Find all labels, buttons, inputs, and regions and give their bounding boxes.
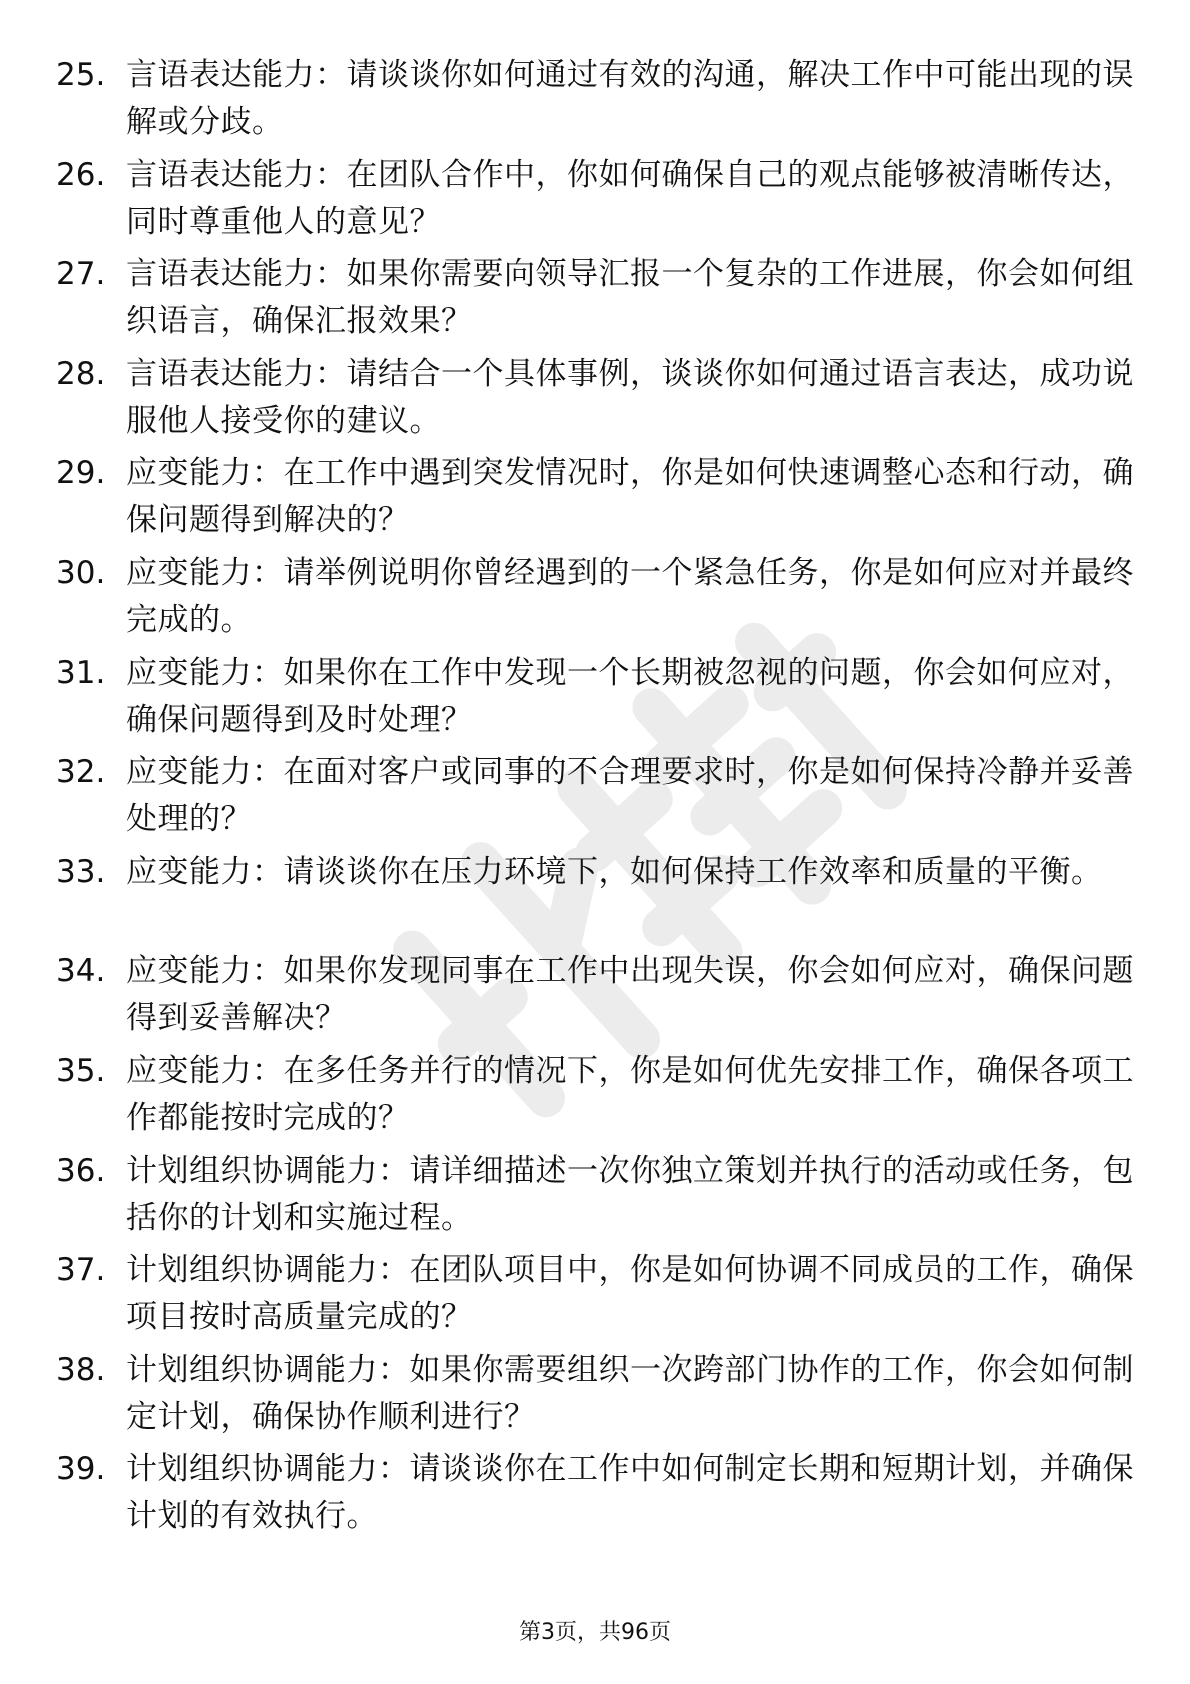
question-item xyxy=(56,550,1136,650)
question-number: 35. xyxy=(56,1052,106,1089)
question-text: 计划组织协调能力：在团队项目中，你是如何协调不同成员的工作，确保项目按时高质量完成的？ xyxy=(126,1252,1134,1336)
question-item xyxy=(56,351,1136,451)
question-number: 29. xyxy=(56,455,106,492)
question-text: 言语表达能力：请结合一个具体事例，谈谈你如何通过语言表达，成功说服他人接受你的建议。 xyxy=(126,355,1134,439)
question-number: 38. xyxy=(56,1351,106,1388)
question-number: 26. xyxy=(56,156,106,193)
question-item xyxy=(56,152,1136,252)
question-item xyxy=(56,450,1136,550)
question-number: 37. xyxy=(56,1252,106,1289)
question-number: 27. xyxy=(56,256,106,293)
question-number: 33. xyxy=(56,853,106,890)
question-item xyxy=(56,52,1136,152)
question-number: 30. xyxy=(56,554,106,591)
question-text: 计划组织协调能力：如果你需要组织一次跨部门协作的工作，你会如何制定计划，确保协作顺利进行？ xyxy=(126,1351,1134,1435)
question-number: 31. xyxy=(56,654,106,691)
question-number: 32. xyxy=(56,754,106,791)
question-number: 39. xyxy=(56,1451,106,1488)
question-number: 25. xyxy=(56,57,106,93)
question-text: 应变能力：如果你在工作中发现一个长期被忽视的问题，你会如何应对，确保问题得到及时处理？ xyxy=(126,654,1134,738)
question-text: 应变能力：请举例说明你曾经遇到的一个紧急任务，你是如何应对并最终完成的。 xyxy=(126,554,1134,638)
question-text: 应变能力：在工作中遇到突发情况时，你是如何快速调整心态和行动，确保问题得到解决的？ xyxy=(126,455,1134,539)
question-text: 言语表达能力：如果你需要向领导汇报一个复杂的工作进展，你会如何组织语言，确保汇报效果？ xyxy=(126,256,1134,340)
question-number: 36. xyxy=(56,1152,106,1189)
question-item xyxy=(56,948,1136,1048)
page-number-footer: 第3页，共96页 xyxy=(519,1620,671,1645)
question-item xyxy=(56,749,1136,849)
question-item xyxy=(56,849,1136,949)
question-text: 应变能力：如果你发现同事在工作中出现失误，你会如何应对，确保问题得到妥善解决？ xyxy=(126,953,1134,1037)
question-list xyxy=(56,52,1136,1546)
question-item xyxy=(56,1148,1136,1248)
question-item xyxy=(56,1347,1136,1447)
question-text: 应变能力：在多任务并行的情况下，你是如何优先安排工作，确保各项工作都能按时完成的？ xyxy=(126,1052,1134,1136)
question-text: 言语表达能力：在团队合作中，你如何确保自己的观点能够被清晰传达，同时尊重他人的意见？ xyxy=(126,156,1134,240)
question-number: 28. xyxy=(56,355,106,392)
question-text: 言语表达能力：请谈谈你如何通过有效的沟通，解决工作中可能出现的误解或分歧。 xyxy=(126,57,1134,140)
question-item xyxy=(56,1446,1136,1546)
question-item xyxy=(56,1048,1136,1148)
question-text: 计划组织协调能力：请详细描述一次你独立策划并执行的活动或任务，包括你的计划和实施过程。 xyxy=(126,1152,1134,1236)
question-text: 应变能力：请谈谈你在压力环境下，如何保持工作效率和质量的平衡。 xyxy=(126,853,1103,890)
question-item xyxy=(56,650,1136,750)
question-text: 应变能力：在面对客户或同事的不合理要求时，你是如何保持冷静并妥善处理的？ xyxy=(126,754,1134,838)
question-item xyxy=(56,251,1136,351)
question-item xyxy=(56,1247,1136,1347)
question-number: 34. xyxy=(56,953,106,990)
question-text: 计划组织协调能力：请谈谈你在工作中如何制定长期和短期计划，并确保计划的有效执行。 xyxy=(126,1451,1134,1535)
